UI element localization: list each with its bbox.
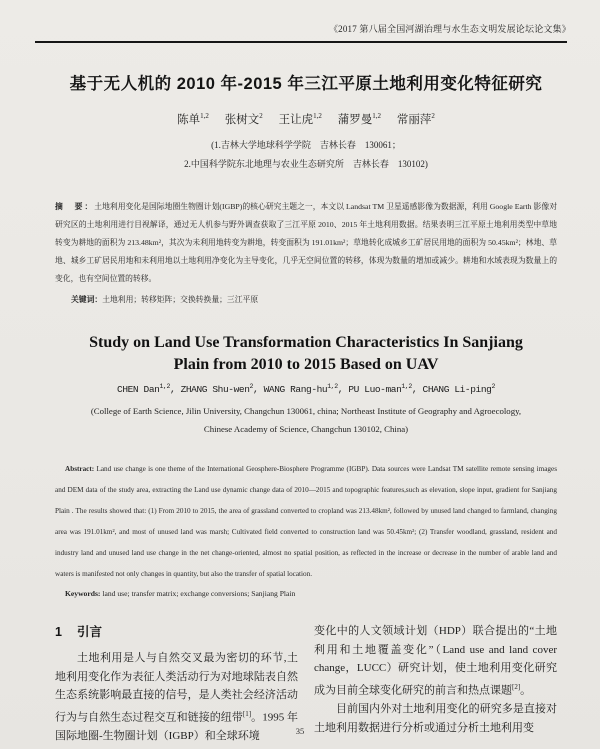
author-name: CHANG Li-ping <box>422 384 492 396</box>
author-cn <box>279 114 322 126</box>
paper-title-en <box>55 332 557 376</box>
author-affil-superscript: 1,2 <box>327 383 338 390</box>
section-number: 1 <box>55 625 62 640</box>
author-name: 王让虎 <box>278 114 314 126</box>
paper-title-cn: 基于无人机的 2010 年-2015 年三江平原土地利用变化特征研究 <box>69 75 543 93</box>
keywords-en-label: Keywords: <box>65 589 103 599</box>
authors-cn <box>55 111 557 127</box>
author-separator: , <box>253 384 264 396</box>
paper-title-en-line2: Plain from 2010 to 2015 Based on UAV <box>173 356 439 373</box>
keywords-en-text: land use; transfer matrix; exchange conversions; Sanjiang Plain <box>102 589 296 599</box>
author-name: CHEN Dan <box>117 384 160 396</box>
author-affil-superscript: 1,2 <box>159 383 170 390</box>
paragraph-text: 土地利用是人与自然交叉最为密切的环节,土地利用变化作为表征人类活动行为对地球陆表自然生态系统影响最直接的信号，是人类社会经济活动行为与自然生态过程交互和链接的纽带 <box>55 652 298 724</box>
author-affil-superscript: 2 <box>259 112 263 121</box>
affiliation-cn-line1: (1.吉林大学地球科学学院 吉林长春 130061； <box>211 140 401 150</box>
author-separator: , <box>411 384 423 396</box>
affiliation-en-line1: (College of Earth Science, Jilin University, Changchun 130061, china; Northeast Institute of Geography and Agroecology, <box>90 406 522 417</box>
author-affil-superscript: 1,2 <box>401 383 412 390</box>
author-name: 陈单 <box>177 114 201 126</box>
keywords-en <box>55 589 557 598</box>
abstract-cn-text: 土地利用变化是国际地圈生物圈计划(IGBP)的核心研究主题之一，本文以 Landsat TM 卫星遥感影像为数据源，利用 Google Earth 影像对研究区的土地利用进行目视解译，通过无人机参与野外调查获取了三江平原 2010、2015 年土地利用数据。结果表明三江平原土地利用类型中草地转变为耕地的面积为 213.48km²，其次为未利用地转变为耕地，转变面积为 191.01km²；草地转化成城乡工矿居民用地的面积为 50.45km²；林地、草地、城乡工矿居民用地和未利用地以土地利用净变化为主导变化，几乎无空间位置的转移，体现为数量的增加或减少。耕地和水域表现为数量上的变化，也有空间位置的转移。 <box>55 202 557 283</box>
author-cn <box>338 114 381 126</box>
author-en <box>181 384 253 395</box>
proceedings-title: 《2017 第八届全国河湖治理与水生态文明发展论坛论文集》 <box>328 24 571 34</box>
header-rule <box>35 41 567 43</box>
abstract-cn <box>55 198 557 288</box>
author-cn <box>225 114 263 126</box>
author-name: 蒲罗曼 <box>337 114 373 126</box>
affiliation-cn-line2: 2.中国科学院东北地理与农业生态研究所 吉林长春 130102) <box>184 159 428 169</box>
author-affil-superscript: 1,2 <box>200 112 209 121</box>
citation-ref: [1] <box>242 709 252 718</box>
section-heading-introduction <box>55 622 298 640</box>
abstract-en-label: Abstract: <box>65 465 97 474</box>
author-cn <box>177 114 209 126</box>
author-affil-superscript: 2 <box>249 383 254 390</box>
paragraph-text: 。1995 年国际地圈-生物圈计划（IGBP）和全球环境 <box>55 711 299 743</box>
affiliation-en-line2: Chinese Academy of Science, Changchun 130102, China) <box>203 424 409 435</box>
author-en <box>423 384 495 395</box>
authors-en <box>55 383 557 395</box>
intro-paragraph-right-1 <box>314 622 557 700</box>
author-en <box>264 384 338 395</box>
section-title: 引言 <box>76 625 102 640</box>
author-separator: , <box>169 384 181 396</box>
author-name: 张树文 <box>224 114 260 126</box>
author-separator: , <box>337 384 349 396</box>
author-name: 常丽萍 <box>396 114 432 126</box>
paragraph-text: 变化中的人文领域计划（HDP）联合提出的“土地利用和土地覆盖变化”（Land use and land cover change，LUCC）研究计划，使土地利用变化研究成为目前全球变化研究的前言和热点课题 <box>314 625 557 697</box>
citation-ref: [2] <box>512 682 521 691</box>
author-name: ZHANG Shu-wen <box>180 384 250 396</box>
author-affil-superscript: 2 <box>491 383 495 390</box>
abstract-en <box>55 459 557 585</box>
proceedings-header <box>55 22 571 35</box>
abstract-cn-label: 摘 要： <box>55 202 95 211</box>
paragraph-text: 。 <box>520 684 532 697</box>
author-en <box>348 384 412 395</box>
keywords-cn <box>55 292 557 308</box>
author-affil-superscript: 2 <box>431 112 435 121</box>
author-name: WANG Rang-hu <box>263 384 328 396</box>
page-number: 35 <box>295 726 305 736</box>
author-cn <box>397 114 435 126</box>
abstract-en-text: Land use change is one theme of the International Geosphere-Biosphere Programme (IGBP). Data sources were Landsat TM satellite remote sensing images and DEM data of the study area, extracting the Land use dynamic change data of 2010—2015 and topographic features,such as elevation, slope input, gradient for Sanjiang Plain . The results showed that: (1) From 2010 to 2015, the area of grassland converted to cropland was 213.48km², followed by unused land changed to farmland, changing area was 191.01km², and most of unused land was marsh; Cultivated field converted to construction land was 50.45km²; (2) Transfer woodland, grassland, resident and industry land and unused land use change in the net change-oriented, almost no spatial position, as reflected in the increase or decrease in the number of arable land and waters is manifested not only changes in quantity, but also the transfer of spatial location. <box>55 465 558 579</box>
author-name: PU Luo-man <box>348 384 402 396</box>
paper-title-en-line1: Study on Land Use Transformation Characteristics In Sanjiang <box>89 334 523 351</box>
author-affil-superscript: 1,2 <box>313 112 322 121</box>
intro-paragraph-right-2: 目前国内外对土地利用变化的研究多是直接对土地利用数据进行分析或通过分析土地利用变 <box>314 703 557 734</box>
author-affil-superscript: 1,2 <box>372 112 381 121</box>
keywords-cn-text: 土地利用；转移矩阵；交换转换量；三江平原 <box>102 295 259 304</box>
keywords-cn-label: 关键词： <box>71 295 103 304</box>
author-en <box>117 384 170 395</box>
